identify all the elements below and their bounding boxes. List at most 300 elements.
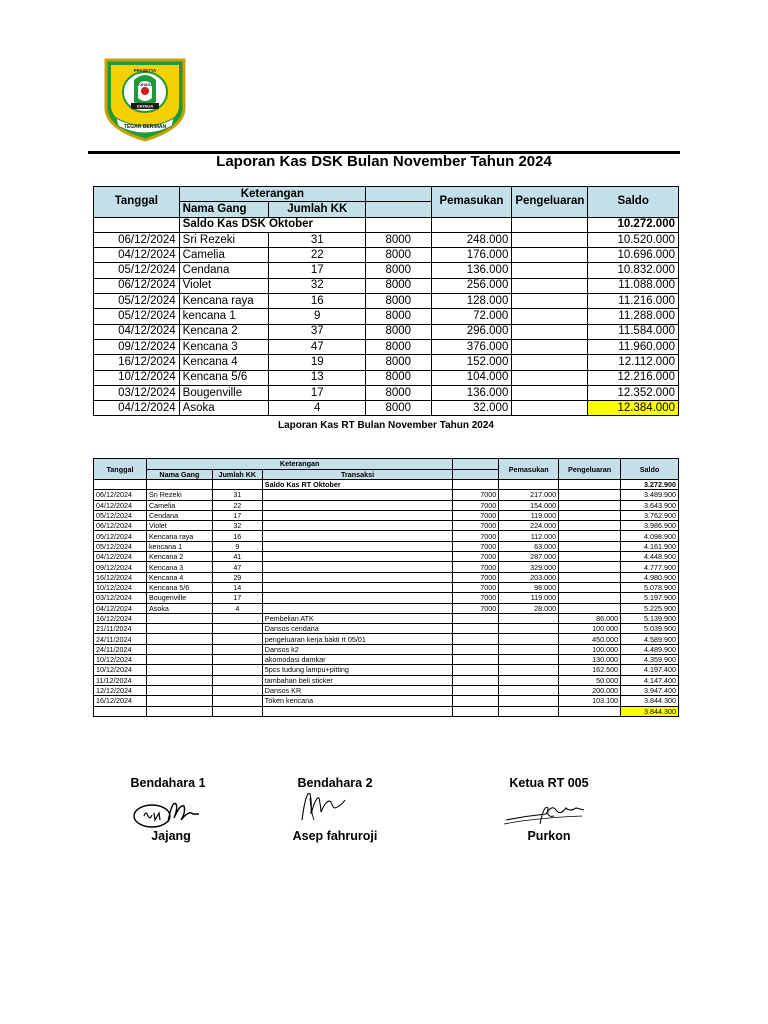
dsk-cell-tarif: 8000 (366, 355, 431, 370)
rt-cell-pemasukan (499, 675, 559, 685)
rt-cell-gang (146, 624, 212, 634)
rt-cell-transaksi: 5pcs tudung lampu+pitting (262, 665, 453, 675)
rt-header-tanggal: Tanggal (94, 459, 147, 480)
rt-cell-pemasukan: 217.000 (499, 490, 559, 500)
rt-cell-tanggal: 10/12/2024 (94, 655, 147, 665)
rt-cell-tanggal: 16/12/2024 (94, 696, 147, 706)
rt-cell-pengeluaran (559, 531, 621, 541)
rt-cell-saldo: 3.643.900 (621, 500, 679, 510)
rt-cell-pemasukan: 112.000 (499, 531, 559, 541)
rt-cell-saldo: 3.489.900 (621, 490, 679, 500)
dsk-cell-gang: Bougenville (179, 385, 269, 400)
dsk-cell-gang: Cendana (179, 263, 269, 278)
rt-header-nama-gang: Nama Gang (146, 469, 212, 480)
dsk-header-blank (366, 187, 431, 202)
rt-cell-saldo: 3.986.900 (621, 521, 679, 531)
dsk-cell-pemasukan: 136.000 (431, 263, 512, 278)
dsk-table-row (94, 294, 679, 309)
rt-cell-pengeluaran (559, 582, 621, 592)
dsk-header-jumlah-kk: Jumlah KK (269, 202, 366, 217)
rt-cell-saldo: 5.225.900 (621, 603, 679, 613)
rt-cell-empty (212, 706, 262, 716)
rt-cell-tarif (453, 644, 499, 654)
signature-jajang (130, 796, 204, 832)
dsk-cell-tanggal: 03/12/2024 (94, 385, 180, 400)
dsk-cell-pengeluaran (512, 370, 588, 385)
dsk-cell-pemasukan: 248.000 (431, 232, 512, 247)
dsk-cell-pengeluaran (512, 385, 588, 400)
rt-header-pengeluaran: Pengeluaran (559, 459, 621, 480)
rt-cell-gang (146, 613, 212, 623)
rt-cell-gang: Camelia (146, 500, 212, 510)
rt-cell-jumlah-kk: 29 (212, 572, 262, 582)
rt-cell-pemasukan (499, 644, 559, 654)
rt-cell-transaksi (262, 541, 453, 551)
dsk-cell-jumlah-kk: 9 (269, 309, 366, 324)
dsk-cell-jumlah-kk: 13 (269, 370, 366, 385)
rt-cell-jumlah-kk (212, 665, 262, 675)
rt-income-row (94, 531, 679, 541)
rt-header-pemasukan: Pemasukan (499, 459, 559, 480)
rt-cell-jumlah-kk: 17 (212, 593, 262, 603)
rt-cell-gang: Kencana 4 (146, 572, 212, 582)
rt-income-row (94, 603, 679, 613)
signature-asep (292, 786, 354, 826)
dsk-opening-label: Saldo Kas DSK Oktober (179, 217, 365, 232)
dsk-cell-saldo: 12.112.000 (588, 355, 679, 370)
rt-income-row (94, 572, 679, 582)
dsk-table-row (94, 339, 679, 354)
rt-cell-transaksi: Dansos cendana (262, 624, 453, 634)
rt-cell-empty (94, 706, 147, 716)
rt-cell-tanggal: 06/12/2024 (94, 490, 147, 500)
dsk-cell-pengeluaran (512, 309, 588, 324)
dsk-cell-tarif: 8000 (366, 324, 431, 339)
dsk-cell-saldo: 11.288.000 (588, 309, 679, 324)
dsk-report-title: Laporan Kas DSK Bulan November Tahun 2024 (216, 153, 552, 170)
rt-cell-jumlah-kk (212, 685, 262, 695)
dsk-cell-gang: Kencana 3 (179, 339, 269, 354)
rt-cell-tarif (453, 685, 499, 695)
rt-cell-gang: kencana 1 (146, 541, 212, 551)
rt-cell-tanggal: 04/12/2024 (94, 603, 147, 613)
rt-cell-tarif (453, 696, 499, 706)
rt-cell-pengeluaran: 200.000 (559, 685, 621, 695)
rt-cell-pengeluaran (559, 562, 621, 572)
dsk-cell-tanggal: 05/12/2024 (94, 263, 180, 278)
rt-expense-row (94, 685, 679, 695)
rt-cell-pengeluaran (559, 552, 621, 562)
dsk-cell-pemasukan: 256.000 (431, 278, 512, 293)
rt-cell-transaksi (262, 603, 453, 613)
dsk-cell-saldo: 11.088.000 (588, 278, 679, 293)
rt-cell-saldo: 3.762.900 (621, 510, 679, 520)
rt-cell-gang: Sri Rezeki (146, 490, 212, 500)
dsk-cell-saldo: 12.216.000 (588, 370, 679, 385)
dsk-cash-table (93, 186, 679, 416)
dsk-cell-pengeluaran (512, 401, 588, 416)
rt-cell-gang: Kencana 5/6 (146, 582, 212, 592)
rt-cell-tanggal: 05/12/2024 (94, 531, 147, 541)
rt-cell-saldo: 5.078.900 (621, 582, 679, 592)
rt-cell-pengeluaran (559, 490, 621, 500)
rt-cell-pengeluaran (559, 510, 621, 520)
dsk-cell-saldo: 12.384.000 (588, 401, 679, 416)
rt-cell-tarif (453, 665, 499, 675)
rt-income-row (94, 521, 679, 531)
rt-cell-transaksi: Dansos k2 (262, 644, 453, 654)
rt-cell-gang: Kencana 3 (146, 562, 212, 572)
rt-opening-label: Saldo Kas RT Oktober (262, 480, 453, 490)
rt-header-saldo: Saldo (621, 459, 679, 480)
dsk-cell-pemasukan: 136.000 (431, 385, 512, 400)
dsk-cell-jumlah-kk: 19 (269, 355, 366, 370)
rt-cell-tanggal: 05/12/2024 (94, 510, 147, 520)
dsk-cell-tarif: 8000 (366, 385, 431, 400)
rt-cell-tarif: 7000 (453, 531, 499, 541)
rt-expense-row (94, 675, 679, 685)
rt-cell-tanggal: 24/11/2024 (94, 634, 147, 644)
rt-income-row (94, 541, 679, 551)
rt-cell-tanggal: 11/12/2024 (94, 675, 147, 685)
rt-cell-jumlah-kk (212, 655, 262, 665)
rt-cell-jumlah-kk: 14 (212, 582, 262, 592)
rt-cell-tanggal: 24/11/2024 (94, 644, 147, 654)
dsk-cell-pengeluaran (512, 324, 588, 339)
dsk-cell-tarif: 8000 (366, 278, 431, 293)
rt-header-jumlah-kk: Jumlah KK (212, 469, 262, 480)
dsk-cell-tarif: 8000 (366, 248, 431, 263)
rt-report-title: Laporan Kas RT Bulan November Tahun 2024 (278, 420, 494, 431)
rt-cell-pengeluaran: 86.000 (559, 613, 621, 623)
dsk-cell-jumlah-kk: 31 (269, 232, 366, 247)
dsk-header-tanggal: Tanggal (94, 187, 180, 218)
dsk-table-row (94, 385, 679, 400)
signature-name-bendahara1: Jajang (151, 829, 191, 843)
rt-cell-tarif: 7000 (453, 552, 499, 562)
dsk-cell-pengeluaran (512, 232, 588, 247)
dsk-cell-saldo: 11.216.000 (588, 294, 679, 309)
rt-cell-transaksi (262, 552, 453, 562)
dsk-cell-saldo: 11.584.000 (588, 324, 679, 339)
rt-cell-transaksi: pengeluaran kerja bakti rt 05/01 (262, 634, 453, 644)
rt-cell-saldo: 4.197.400 (621, 665, 679, 675)
rt-header-keterangan: Keterangan (146, 459, 452, 470)
rt-cell-tarif: 7000 (453, 510, 499, 520)
rt-cell-transaksi (262, 593, 453, 603)
rt-cell-gang: Kencana raya (146, 531, 212, 541)
rt-cell-pemasukan (499, 696, 559, 706)
rt-cell-saldo: 4.777.900 (621, 562, 679, 572)
dsk-cell-jumlah-kk: 17 (269, 263, 366, 278)
rt-cell-gang (146, 644, 212, 654)
rt-cell-pengeluaran: 103.100 (559, 696, 621, 706)
rt-cell-jumlah-kk: 9 (212, 541, 262, 551)
rt-cell-empty (453, 706, 499, 716)
dsk-cell-gang: Kencana raya (179, 294, 269, 309)
dsk-cell-jumlah-kk: 47 (269, 339, 366, 354)
dsk-header-blank (366, 202, 431, 217)
rt-income-row (94, 593, 679, 603)
rt-cell-tarif: 7000 (453, 572, 499, 582)
signature-role-bendahara1: Bendahara 1 (130, 776, 206, 790)
signature-name-ketua: Purkon (527, 829, 571, 843)
rt-cell-pemasukan: 119.000 (499, 593, 559, 603)
rt-cell-tanggal: 09/12/2024 (94, 562, 147, 572)
dsk-cell-tanggal: 05/12/2024 (94, 294, 180, 309)
dsk-cell-jumlah-kk: 17 (269, 385, 366, 400)
rt-cell-pengeluaran (559, 603, 621, 613)
dsk-cell-saldo: 11.960.000 (588, 339, 679, 354)
dsk-cell-gang: Kencana 5/6 (179, 370, 269, 385)
dsk-cell-gang: Sri Rezeki (179, 232, 269, 247)
rt-cell-saldo: 4.359.900 (621, 655, 679, 665)
rt-cell-gang: Cendana (146, 510, 212, 520)
rt-cell-transaksi (262, 510, 453, 520)
rt-cell-pemasukan: 119.000 (499, 510, 559, 520)
rt-cell-jumlah-kk: 32 (212, 521, 262, 531)
dsk-header-pengeluaran: Pengeluaran (512, 187, 588, 218)
rt-cell-pengeluaran: 450.000 (559, 634, 621, 644)
rt-cell-saldo: 4.489.900 (621, 644, 679, 654)
dsk-cell-tanggal: 10/12/2024 (94, 370, 180, 385)
dsk-cell-pemasukan: 72.000 (431, 309, 512, 324)
rt-cell-gang (146, 655, 212, 665)
rt-cell-tarif: 7000 (453, 603, 499, 613)
dsk-cell-pengeluaran (512, 339, 588, 354)
rt-cell-jumlah-kk: 31 (212, 490, 262, 500)
dsk-cell-pengeluaran (512, 248, 588, 263)
rt-cell-jumlah-kk (212, 696, 262, 706)
rt-final-row (94, 706, 679, 716)
dsk-header-nama-gang: Nama Gang (179, 202, 269, 217)
rt-cell-tarif (453, 655, 499, 665)
dsk-table-row (94, 309, 679, 324)
rt-cell-transaksi (262, 582, 453, 592)
dsk-table-row (94, 370, 679, 385)
rt-cell-pemasukan: 154.000 (499, 500, 559, 510)
dsk-cell-tanggal: 16/12/2024 (94, 355, 180, 370)
rt-expense-row (94, 696, 679, 706)
rt-cell-pemasukan: 287.000 (499, 552, 559, 562)
dsk-cell-tarif: 8000 (366, 294, 431, 309)
rt-cell-pemasukan: 224.000 (499, 521, 559, 531)
rt-cell-transaksi (262, 490, 453, 500)
emblem-mid-text: DAYAGA (136, 103, 154, 109)
rt-cell-gang (146, 685, 212, 695)
dsk-cell-gang: kencana 1 (179, 309, 269, 324)
rt-expense-row (94, 644, 679, 654)
dsk-header-saldo: Saldo (588, 187, 679, 218)
dsk-header-keterangan: Keterangan (179, 187, 365, 202)
dsk-cell-tarif: 8000 (366, 232, 431, 247)
rt-header-transaksi: Transaksi (262, 469, 453, 480)
rt-cell-tarif: 7000 (453, 562, 499, 572)
dsk-table-row (94, 278, 679, 293)
signature-purkon (500, 800, 590, 830)
rt-cell-transaksi: tambahan beli sticker (262, 675, 453, 685)
rt-cell-tanggal: 10/12/2024 (94, 582, 147, 592)
rt-cell-tanggal: 04/12/2024 (94, 500, 147, 510)
rt-cell-transaksi: Dansos KR (262, 685, 453, 695)
dsk-cell-gang: Asoka (179, 401, 269, 416)
dsk-cell-gang: Kencana 2 (179, 324, 269, 339)
rt-cell-jumlah-kk: 47 (212, 562, 262, 572)
rt-cell-tanggal: 16/12/2024 (94, 572, 147, 582)
dsk-header-pemasukan: Pemasukan (431, 187, 512, 218)
rt-cell-transaksi (262, 572, 453, 582)
dsk-cell-tanggal: 09/12/2024 (94, 339, 180, 354)
rt-cell-jumlah-kk (212, 613, 262, 623)
dsk-cell-tanggal: 05/12/2024 (94, 309, 180, 324)
rt-cell-pemasukan: 329.000 (499, 562, 559, 572)
rt-cell-saldo: 4.589.900 (621, 634, 679, 644)
rt-cell-saldo: 4.980.900 (621, 572, 679, 582)
dsk-table-row (94, 324, 679, 339)
rt-opening-row (94, 480, 679, 490)
rt-cell-transaksi (262, 531, 453, 541)
rt-cell-transaksi (262, 521, 453, 531)
rt-income-row (94, 552, 679, 562)
rt-cell-transaksi: akomodasi damkar (262, 655, 453, 665)
rt-cell-empty (499, 706, 559, 716)
rt-cell-pemasukan: 98.000 (499, 582, 559, 592)
rt-cell-pengeluaran: 130.000 (559, 655, 621, 665)
dsk-cell-saldo: 10.832.000 (588, 263, 679, 278)
dsk-cell-jumlah-kk: 22 (269, 248, 366, 263)
regency-emblem (104, 58, 186, 142)
rt-cell-tanggal: 21/11/2024 (94, 624, 147, 634)
dsk-cell-tarif: 8000 (366, 401, 431, 416)
dsk-cell-pemasukan: 32.000 (431, 401, 512, 416)
rt-cell-saldo: 4.161.900 (621, 541, 679, 551)
rt-expense-row (94, 665, 679, 675)
emblem-banner-text: TEGAR BERIMAN (123, 124, 167, 130)
rt-income-row (94, 562, 679, 572)
rt-cell-tarif: 7000 (453, 500, 499, 510)
dsk-cell-tarif: 8000 (366, 309, 431, 324)
rt-opening-saldo: 3.272.900 (621, 480, 679, 490)
rt-cell-saldo: 4.098.900 (621, 531, 679, 541)
rt-cell-empty (146, 706, 212, 716)
rt-cell-tanggal: 12/12/2024 (94, 685, 147, 695)
rt-cell-gang: Kencana 2 (146, 552, 212, 562)
emblem-side-text: TOHAGA (137, 83, 153, 87)
rt-cell-jumlah-kk: 22 (212, 500, 262, 510)
rt-cell-transaksi: Token kencana (262, 696, 453, 706)
dsk-opening-saldo: 10.272.000 (588, 217, 679, 232)
signature-name-bendahara2: Asep fahruroji (292, 829, 378, 843)
rt-cell-tanggal: 03/12/2024 (94, 593, 147, 603)
rt-cell-transaksi: Pembelian ATK (262, 613, 453, 623)
dsk-cell-tanggal: 04/12/2024 (94, 401, 180, 416)
dsk-cell-tanggal: 06/12/2024 (94, 232, 180, 247)
rt-cell-tanggal: 05/12/2024 (94, 541, 147, 551)
dsk-table-row (94, 263, 679, 278)
rt-cell-jumlah-kk: 41 (212, 552, 262, 562)
rt-cell-pemasukan (499, 634, 559, 644)
rt-cell-gang: Bougenville (146, 593, 212, 603)
rt-cell-transaksi (262, 500, 453, 510)
rt-cell-tarif: 7000 (453, 490, 499, 500)
dsk-cell-tarif: 8000 (366, 339, 431, 354)
dsk-opening-row (94, 217, 679, 232)
rt-final-saldo: 3.844.300 (621, 706, 679, 716)
rt-cell-pemasukan: 28.000 (499, 603, 559, 613)
rt-cell-gang (146, 665, 212, 675)
rt-cell-pemasukan: 63.000 (499, 541, 559, 551)
dsk-cell-saldo: 10.520.000 (588, 232, 679, 247)
dsk-cell-pemasukan: 376.000 (431, 339, 512, 354)
rt-cell-pemasukan: 203.000 (499, 572, 559, 582)
dsk-cell-gang: Violet (179, 278, 269, 293)
rt-income-row (94, 582, 679, 592)
rt-cell-tarif: 7000 (453, 521, 499, 531)
rt-cell-jumlah-kk: 4 (212, 603, 262, 613)
dsk-cell-pengeluaran (512, 294, 588, 309)
rt-income-row (94, 500, 679, 510)
rt-cell-empty (262, 706, 453, 716)
dsk-table-row (94, 401, 679, 416)
rt-cell-jumlah-kk: 16 (212, 531, 262, 541)
rt-expense-row (94, 634, 679, 644)
rt-cell-gang (146, 675, 212, 685)
rt-cell-tarif: 7000 (453, 541, 499, 551)
signature-role-bendahara2: Bendahara 2 (297, 776, 373, 790)
rt-expense-row (94, 624, 679, 634)
rt-cell-tanggal: 10/12/2024 (94, 665, 147, 675)
rt-cell-gang (146, 696, 212, 706)
rt-cell-jumlah-kk: 17 (212, 510, 262, 520)
rt-cell-tanggal: 06/12/2024 (94, 521, 147, 531)
rt-cell-tarif: 7000 (453, 582, 499, 592)
rt-cell-pengeluaran: 100.000 (559, 624, 621, 634)
rt-cell-pengeluaran (559, 521, 621, 531)
dsk-cell-pemasukan: 296.000 (431, 324, 512, 339)
rt-header-blank (453, 469, 499, 480)
rt-cell-pengeluaran (559, 593, 621, 603)
rt-cell-pemasukan (499, 613, 559, 623)
dsk-cell-gang: Camelia (179, 248, 269, 263)
rt-cell-jumlah-kk (212, 644, 262, 654)
rt-cell-tarif: 7000 (453, 593, 499, 603)
rt-cell-pengeluaran (559, 572, 621, 582)
dsk-cell-jumlah-kk: 16 (269, 294, 366, 309)
dsk-cell-jumlah-kk: 32 (269, 278, 366, 293)
rt-cell-pengeluaran: 50.000 (559, 675, 621, 685)
rt-cell-saldo: 3.947.400 (621, 685, 679, 695)
emblem-top-text: PRASETYA (133, 68, 157, 73)
signature-role-ketua: Ketua RT 005 (509, 776, 589, 790)
dsk-cell-jumlah-kk: 37 (269, 324, 366, 339)
rt-cell-pengeluaran: 162.500 (559, 665, 621, 675)
rt-cell-gang: Violet (146, 521, 212, 531)
rt-cell-pengeluaran: 100.000 (559, 644, 621, 654)
rt-cell-tanggal: 16/12/2024 (94, 613, 147, 623)
dsk-cell-tanggal: 04/12/2024 (94, 324, 180, 339)
dsk-cell-saldo: 12.352.000 (588, 385, 679, 400)
dsk-cell-tarif: 8000 (366, 370, 431, 385)
rt-cell-saldo: 5.197.900 (621, 593, 679, 603)
dsk-cell-tanggal: 06/12/2024 (94, 278, 180, 293)
rt-header-blank (453, 459, 499, 470)
dsk-cell-jumlah-kk: 4 (269, 401, 366, 416)
dsk-table-row (94, 232, 679, 247)
rt-cell-tarif (453, 624, 499, 634)
rt-cell-jumlah-kk (212, 675, 262, 685)
rt-cell-pemasukan (499, 665, 559, 675)
dsk-table-row (94, 248, 679, 263)
